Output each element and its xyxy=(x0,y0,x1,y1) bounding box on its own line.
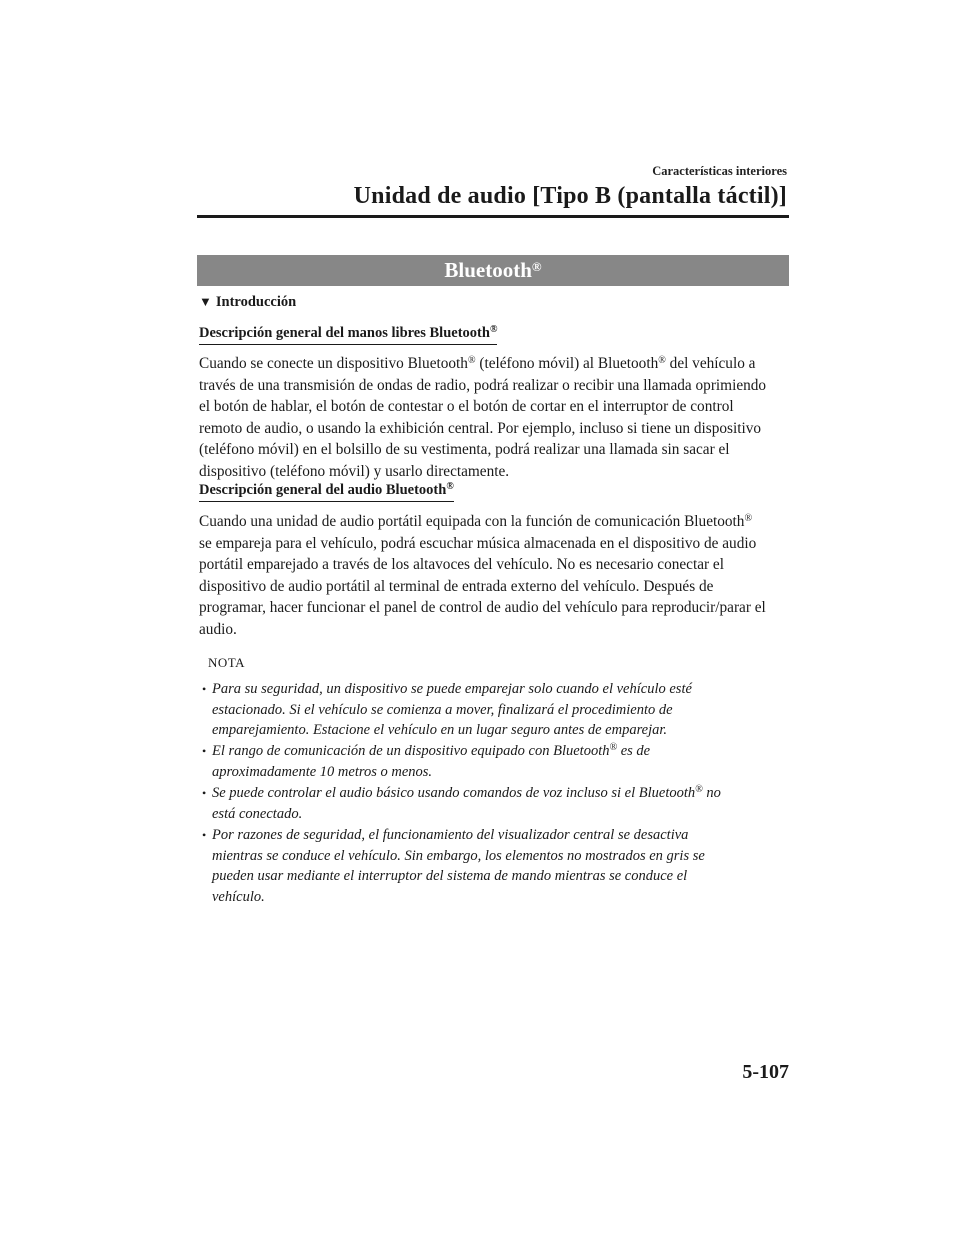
text-fragment: del vehículo a xyxy=(665,355,756,372)
note-item xyxy=(202,783,792,824)
text-line: pueden usar mediante el interruptor del sistema de mando mientras se conduce el xyxy=(212,868,688,884)
text-line: está conectado. xyxy=(212,805,303,822)
note-item xyxy=(202,825,792,907)
text-line: portátil emparejado a través de los altavoces del vehículo. No es necesario conectar el xyxy=(199,556,724,573)
text-fragment: (teléfono móvil) al Bluetooth xyxy=(475,355,659,372)
section-title-text: Bluetooth xyxy=(444,258,532,282)
text-line: audio. xyxy=(199,620,237,638)
registered-mark: ® xyxy=(744,513,753,524)
registered-mark: ® xyxy=(489,324,498,335)
bullet-icon: • xyxy=(202,682,207,696)
text-line: se empareja para el vehículo, podrá escuchar música almacenada en el dispositivo de audio xyxy=(199,534,757,552)
text-fragment: Cuando una unidad de audio portátil equipada con la función de comunicación Bluetooth xyxy=(199,513,745,530)
text-fragment: El rango de comunicación de un dispositivo equipado con Bluetooth xyxy=(212,743,610,759)
text-line: aproximadamente 10 metros o menos. xyxy=(212,763,433,780)
text-line: mientras se conduce el vehículo. Sin embargo, los elementos no mostrados en gris se xyxy=(212,847,705,864)
intro-heading-text: Introducción xyxy=(215,294,297,310)
text-line: el botón de hablar, el botón de contestar o el botón de cortar en el interruptor de control xyxy=(199,398,734,415)
text-line: dispositivo (teléfono móvil) y usarlo directamente. xyxy=(199,462,510,480)
registered-mark: ® xyxy=(446,481,454,492)
audio-paragraph xyxy=(199,511,791,640)
text-fragment: es de xyxy=(617,743,651,759)
text-line xyxy=(212,783,792,804)
text-fragment: Cuando se conecte un dispositivo Bluetooth xyxy=(199,355,468,372)
text-line: estacionado. Si el vehículo se comienza a mover, finalizará el procedimiento de xyxy=(212,701,673,718)
registered-mark: ® xyxy=(531,259,542,274)
note-item xyxy=(202,679,792,741)
bullet-icon: • xyxy=(202,828,207,842)
bullet-icon: • xyxy=(202,744,207,758)
text-line: Por razones de seguridad, el funcionamiento del visualizador central se desactiva xyxy=(212,827,689,843)
note-item xyxy=(202,741,792,782)
audio-heading xyxy=(199,482,454,502)
registered-mark: ® xyxy=(695,784,703,795)
handsfree-heading xyxy=(199,325,497,345)
bullet-icon: • xyxy=(202,786,207,800)
text-line xyxy=(212,741,792,762)
text-line: dispositivo de audio portátil al terminal de entrada externo del vehículo. Después de xyxy=(199,577,714,595)
chapter-title: Unidad de audio [Tipo B (pantalla táctil)] xyxy=(353,183,787,209)
handsfree-paragraph xyxy=(199,353,791,482)
text-line: Para su seguridad, un dispositivo se puede emparejar solo cuando el vehículo esté xyxy=(212,681,692,697)
triangle-icon: ▼ xyxy=(199,294,212,309)
text-line: programar, hacer funcionar el panel de control de audio del vehículo para reproducir/parar el xyxy=(199,599,766,616)
intro-heading xyxy=(199,294,296,311)
section-title-bar xyxy=(197,255,789,286)
text-line: emparejamiento. Estacione el vehículo en un lugar seguro antes de emparejar. xyxy=(212,722,668,738)
registered-mark: ® xyxy=(467,355,476,366)
handsfree-heading-text: Descripción general del manos libres Bluetooth xyxy=(199,325,490,341)
registered-mark: ® xyxy=(609,742,618,753)
text-line xyxy=(199,353,791,375)
text-fragment: no xyxy=(702,785,721,801)
note-label: NOTA xyxy=(208,655,246,670)
audio-heading-text: Descripción general del audio Bluetooth xyxy=(199,482,447,498)
text-line: vehículo. xyxy=(212,888,265,905)
registered-mark: ® xyxy=(658,355,666,366)
text-fragment: Se puede controlar el audio básico usando comandos de voz incluso si el Bluetooth xyxy=(212,785,696,801)
text-line: través de una transmisión de ondas de radio, podrá realizar o recibir una llamada oprimiendo xyxy=(199,376,767,394)
section-label: Características interiores xyxy=(652,164,787,178)
text-line xyxy=(199,511,791,533)
page-number: 5-107 xyxy=(742,1061,789,1083)
text-line: (teléfono móvil) en el bolsillo de su vestimenta, podrá realizar una llamada sin sacar el xyxy=(199,441,730,458)
text-line: remoto de audio, o usando la exhibición central. Por ejemplo, incluso si tiene un dispositivo xyxy=(199,419,762,437)
header-rule xyxy=(197,215,789,218)
